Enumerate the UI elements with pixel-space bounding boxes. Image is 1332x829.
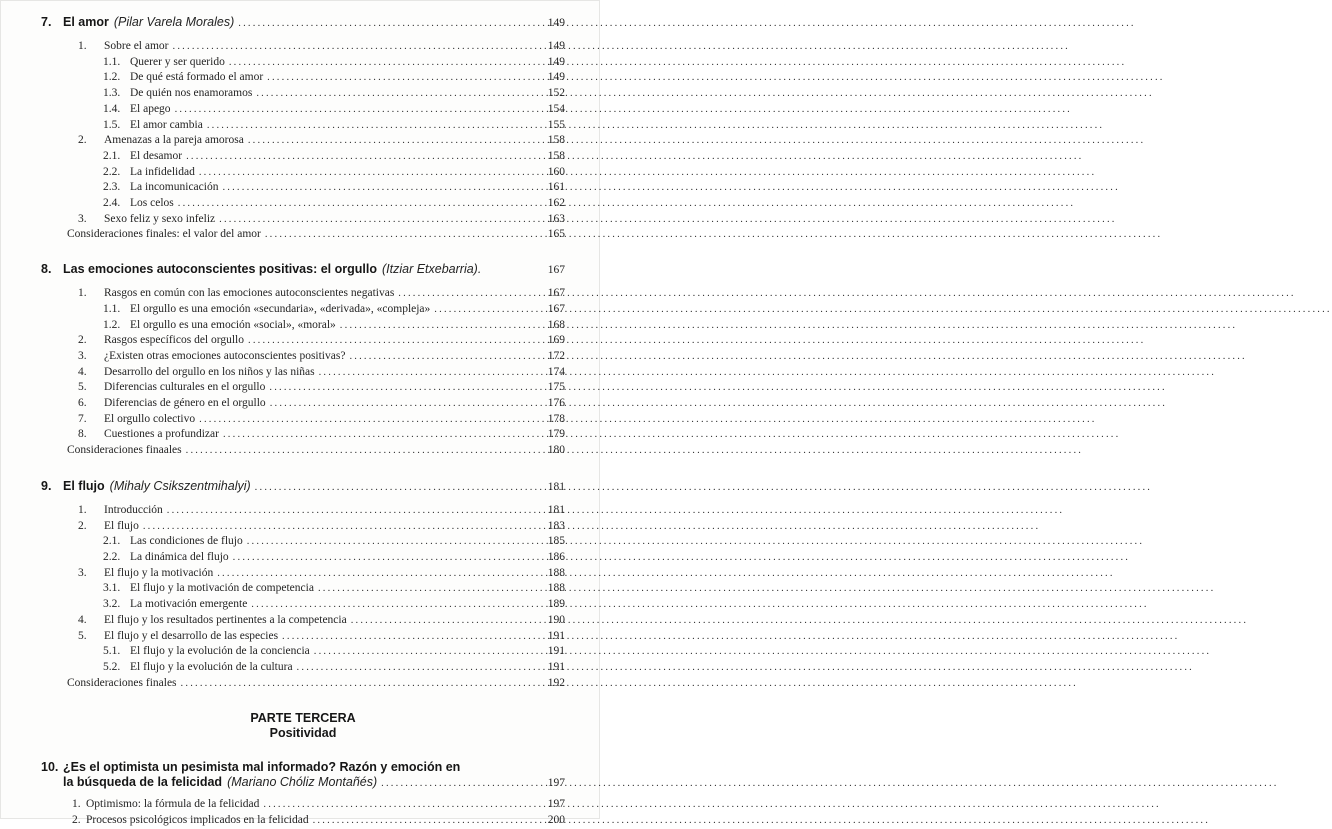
toc-entry: [41, 534, 565, 550]
chapter-number: 9.: [41, 478, 52, 493]
page-number: 183: [547, 519, 565, 532]
dot-leader: [255, 478, 529, 495]
page-number: 167: [547, 302, 565, 315]
entry-title: Diferencias de género en el orgullo: [104, 397, 266, 410]
entry-number: 2.3.: [103, 181, 121, 194]
entry-number: 1.1.: [103, 55, 121, 68]
chapter-heading-row2: [41, 774, 565, 791]
page-number: 154: [547, 102, 565, 115]
chapter-title-line2: la búsqueda de la felicidad: [63, 775, 223, 790]
entry-title: El flujo y la evolución de la cultura: [130, 660, 293, 673]
page-number: 181: [547, 503, 565, 516]
toc-entry: [41, 39, 565, 55]
page-number: 163: [547, 212, 565, 225]
entry-number: 4.: [78, 365, 87, 378]
toc-entry: [41, 86, 565, 102]
toc-entry: [41, 380, 565, 396]
dot-leader: [199, 412, 529, 428]
entry-title: El apego: [130, 102, 171, 115]
page-number: 179: [547, 428, 565, 441]
page-number: 152: [547, 87, 565, 100]
chapter-section: [41, 478, 565, 691]
page-number: 178: [547, 412, 565, 425]
entry-title: Desarrollo del orgullo en los niños y las niñas: [104, 365, 315, 378]
dot-leader: [349, 349, 529, 365]
chapter-title: Las emociones autoconscientes positivas: el orgullo: [63, 262, 377, 277]
toc-entry: [41, 165, 565, 181]
chapter-title: ¿Es el optimista un pesimista mal informado? Razón y emoción en: [63, 760, 461, 775]
entry-number: 2.: [78, 334, 87, 347]
entry-title: La motivación emergente: [130, 598, 248, 611]
page-number: 188: [547, 566, 565, 579]
dot-leader: [223, 427, 529, 443]
dot-leader: [167, 503, 529, 519]
toc-entry: [41, 55, 565, 71]
page-number: 174: [547, 365, 565, 378]
dot-leader: [313, 813, 529, 829]
page-number: 185: [547, 535, 565, 548]
dot-leader: [381, 774, 529, 791]
toc-entry: [41, 550, 565, 566]
page-number: 191: [547, 660, 565, 673]
entry-title: Sexo feliz y sexo infeliz: [104, 212, 216, 225]
entry-title: El flujo y la motivación de competencia: [130, 582, 314, 595]
page-number: 149: [547, 40, 565, 52]
toc-entry: [41, 412, 565, 428]
dot-leader: [143, 519, 529, 535]
chapter-author: (Pilar Varela Morales): [113, 15, 235, 29]
entry-number: 2.: [78, 134, 87, 147]
chapter-heading-row: [41, 760, 565, 774]
part-heading: [41, 711, 565, 741]
toc-entry: [41, 333, 565, 349]
entry-title: Consideraciones finales: el valor del amor: [67, 228, 261, 241]
dot-leader: [340, 318, 529, 334]
chapter-page-number: 167: [547, 264, 565, 277]
dot-leader: [233, 550, 529, 566]
dot-leader: [256, 86, 529, 102]
page-number: 176: [547, 397, 565, 410]
chapter-section: [41, 14, 565, 243]
chapter-section: [41, 760, 565, 828]
dot-leader: [267, 70, 529, 86]
chapter-number: 10.: [41, 760, 59, 775]
toc-entry: [41, 396, 565, 412]
page-number: 168: [547, 318, 565, 331]
entry-number: 6.: [78, 397, 87, 410]
entry-title: El flujo y el desarrollo de las especies: [104, 629, 279, 642]
entry-title: El amor cambia: [130, 118, 203, 131]
chapter-page-number: 181: [547, 480, 565, 493]
entry-title: Diferencias culturales en el orgullo: [104, 381, 266, 394]
toc-entry: [41, 196, 565, 212]
entry-title: Los celos: [130, 197, 174, 210]
entry-title: El desamor: [130, 149, 183, 162]
entry-title: El flujo y la evolución de la conciencia: [130, 645, 310, 658]
entry-number: 1.: [78, 503, 87, 516]
chapter-author: (Mihaly Csikszentmihalyi): [109, 478, 251, 493]
entry-number: 3.: [78, 212, 87, 225]
entry-title: Sobre el amor: [104, 40, 169, 52]
entry-title: Cuestiones a profundizar: [104, 428, 219, 441]
entry-title: La dinámica del flujo: [130, 550, 229, 563]
dot-leader: [351, 613, 529, 629]
toc-entry: [41, 118, 565, 134]
entry-number: 4.: [78, 613, 87, 626]
entry-number: 1.5.: [103, 118, 121, 131]
chapter-section: [41, 262, 565, 459]
page-number: 188: [547, 582, 565, 595]
page-number: 172: [547, 349, 565, 362]
entry-title: Las condiciones de flujo: [130, 535, 243, 548]
page-number: 191: [547, 645, 565, 658]
dot-leader: [251, 597, 529, 613]
toc-entry: [41, 519, 565, 535]
toc-entry: [41, 644, 565, 660]
entry-title: Procesos psicológicos implicados en la felicidad: [86, 814, 309, 827]
page-number: 149: [547, 55, 565, 68]
page-number: 155: [547, 118, 565, 131]
chapter-page-number: 197: [547, 777, 565, 790]
entry-number: 1.4.: [103, 102, 121, 115]
entry-title: La infidelidad: [130, 165, 195, 178]
dot-leader: [173, 39, 529, 55]
chapter-page-number: 149: [547, 17, 565, 29]
entry-number: 3.2.: [103, 598, 121, 611]
page-number: 190: [547, 613, 565, 626]
dot-leader: [248, 133, 529, 149]
entry-title: El flujo y los resultados pertinentes a la competencia: [104, 613, 347, 626]
entry-number: 3.1.: [103, 582, 121, 595]
page-number: 175: [547, 381, 565, 394]
entry-number: 5.: [78, 629, 87, 642]
entry-title: El flujo: [104, 519, 139, 532]
chapter-author: (Mariano Chóliz Montañés): [227, 775, 378, 790]
dot-leader: [181, 676, 529, 692]
entry-number: 2.1.: [103, 535, 121, 548]
dot-leader: [199, 165, 529, 181]
dot-leader: [207, 118, 529, 134]
entry-number: 1.2.: [103, 71, 121, 84]
entry-number: 8.: [78, 428, 87, 441]
entry-number: 1.2.: [103, 318, 121, 331]
page-number: 162: [547, 197, 565, 210]
toc-entry: [41, 133, 565, 149]
entry-number: 2.2.: [103, 550, 121, 563]
entry-title: La incomunicación: [130, 181, 219, 194]
dot-leader: [434, 302, 529, 318]
toc-entry: [41, 70, 565, 86]
entry-title: Optimismo: la fórmula de la felicidad: [86, 798, 260, 811]
toc-entry: [41, 427, 565, 443]
entry-title: El orgullo colectivo: [104, 412, 196, 425]
page-number: 180: [547, 444, 565, 457]
page-number: 158: [547, 149, 565, 162]
page-number: 158: [547, 134, 565, 147]
chapter-title: El flujo: [63, 478, 105, 493]
entry-title: El flujo y la motivación: [104, 566, 214, 579]
entry-number: 2.4.: [103, 197, 121, 210]
dot-leader: [186, 443, 529, 459]
entry-number: 2.: [78, 519, 87, 532]
page-number: 189: [547, 598, 565, 611]
entry-number: 3.: [78, 566, 87, 579]
part-heading-line2: Positividad: [269, 726, 337, 741]
entry-title: Consideraciones finaales: [67, 444, 182, 457]
part-heading-line1: PARTE TERCERA: [250, 711, 356, 726]
entry-number: 1.: [78, 40, 87, 52]
dot-leader: [318, 581, 529, 597]
dot-leader: [265, 227, 529, 243]
toc-entry: [41, 349, 565, 365]
toc-entry: [41, 813, 565, 829]
entry-number: 2.2.: [103, 165, 121, 178]
entry-title: De qué está formado el amor: [130, 71, 264, 84]
dot-leader: [222, 180, 529, 196]
entry-title: Querer y ser querido: [130, 55, 225, 68]
toc-entry: [41, 212, 565, 228]
toc-entry: [41, 660, 565, 676]
entry-title: Introducción: [104, 503, 163, 516]
entry-title: El orgullo es una emoción «secundaria», «derivada», «compleja»: [130, 302, 431, 315]
page-number: 192: [547, 676, 565, 689]
chapter-title: El amor: [63, 15, 109, 29]
entry-title: ¿Existen otras emociones autoconscientes positivas?: [104, 349, 346, 362]
toc-entry: [41, 581, 565, 597]
toc-entry: [41, 102, 565, 118]
toc-page: [0, 0, 600, 827]
entry-number: 5.1.: [103, 645, 121, 658]
toc-entry: [41, 149, 565, 165]
chapter-heading-row: [41, 262, 565, 278]
entry-number: 1.: [72, 798, 81, 811]
dot-leader: [314, 644, 529, 660]
entry-title: Amenazas a la pareja amorosa: [104, 134, 244, 147]
toc-entry: [41, 443, 565, 459]
page-number: 200: [547, 814, 565, 827]
dot-leader: [248, 333, 529, 349]
entry-number: 7.: [78, 412, 87, 425]
toc-entry: [41, 503, 565, 519]
chapter-number: 8.: [41, 262, 52, 277]
page-number: 186: [547, 550, 565, 563]
toc-entry: [41, 302, 565, 318]
dot-leader: [229, 55, 529, 71]
toc-entry: [41, 597, 565, 613]
dot-leader: [282, 629, 529, 645]
dot-leader: [178, 196, 529, 212]
page-number: 165: [547, 228, 565, 241]
dot-leader: [217, 566, 529, 582]
chapter-author: (Itziar Etxebarria).: [381, 262, 482, 277]
toc-entry: [41, 566, 565, 582]
toc-entry: [41, 629, 565, 645]
page-number: 169: [547, 334, 565, 347]
dot-leader: [219, 212, 529, 228]
page-number: 197: [547, 798, 565, 811]
page-number: 161: [547, 181, 565, 194]
entry-title: De quién nos enamoramos: [130, 87, 253, 100]
entry-number: 5.: [78, 381, 87, 394]
page-number: 191: [547, 629, 565, 642]
entry-number: 1.1.: [103, 302, 121, 315]
chapter-heading-row: [41, 478, 565, 495]
entry-title: Rasgos en común con las emociones autoconscientes negativas: [104, 287, 395, 300]
toc-entry: [41, 286, 565, 302]
page-number: 167: [547, 287, 565, 300]
dot-leader: [269, 380, 529, 396]
toc-entry: [41, 180, 565, 196]
dot-leader: [319, 365, 529, 381]
toc-entry: [41, 676, 565, 692]
dot-leader: [247, 534, 529, 550]
entry-number: 3.: [78, 349, 87, 362]
entry-number: 2.: [72, 814, 81, 827]
page-number: 149: [547, 71, 565, 84]
toc-entry: [41, 365, 565, 381]
dot-leader: [186, 149, 529, 165]
entry-title: Consideraciones finales: [67, 676, 177, 689]
toc-entry: [41, 318, 565, 334]
toc-entry: [41, 613, 565, 629]
dot-leader: [270, 396, 529, 412]
dot-leader: [238, 14, 529, 31]
page-number: 160: [547, 165, 565, 178]
entry-title: Rasgos específicos del orgullo: [104, 334, 244, 347]
entry-number: 1.: [78, 287, 87, 300]
toc-entry: [41, 227, 565, 243]
entry-title: El orgullo es una emoción «social», «moral»: [130, 318, 336, 331]
dot-leader: [175, 102, 529, 118]
dot-leader: [297, 660, 529, 676]
chapter-heading-row: [41, 14, 565, 31]
chapter-number: 7.: [41, 15, 52, 29]
dot-leader: [263, 797, 529, 813]
entry-number: 1.3.: [103, 87, 121, 100]
toc-entry: [41, 797, 565, 813]
entry-number: 5.2.: [103, 660, 121, 673]
dot-leader: [398, 286, 529, 302]
entry-number: 2.1.: [103, 149, 121, 162]
